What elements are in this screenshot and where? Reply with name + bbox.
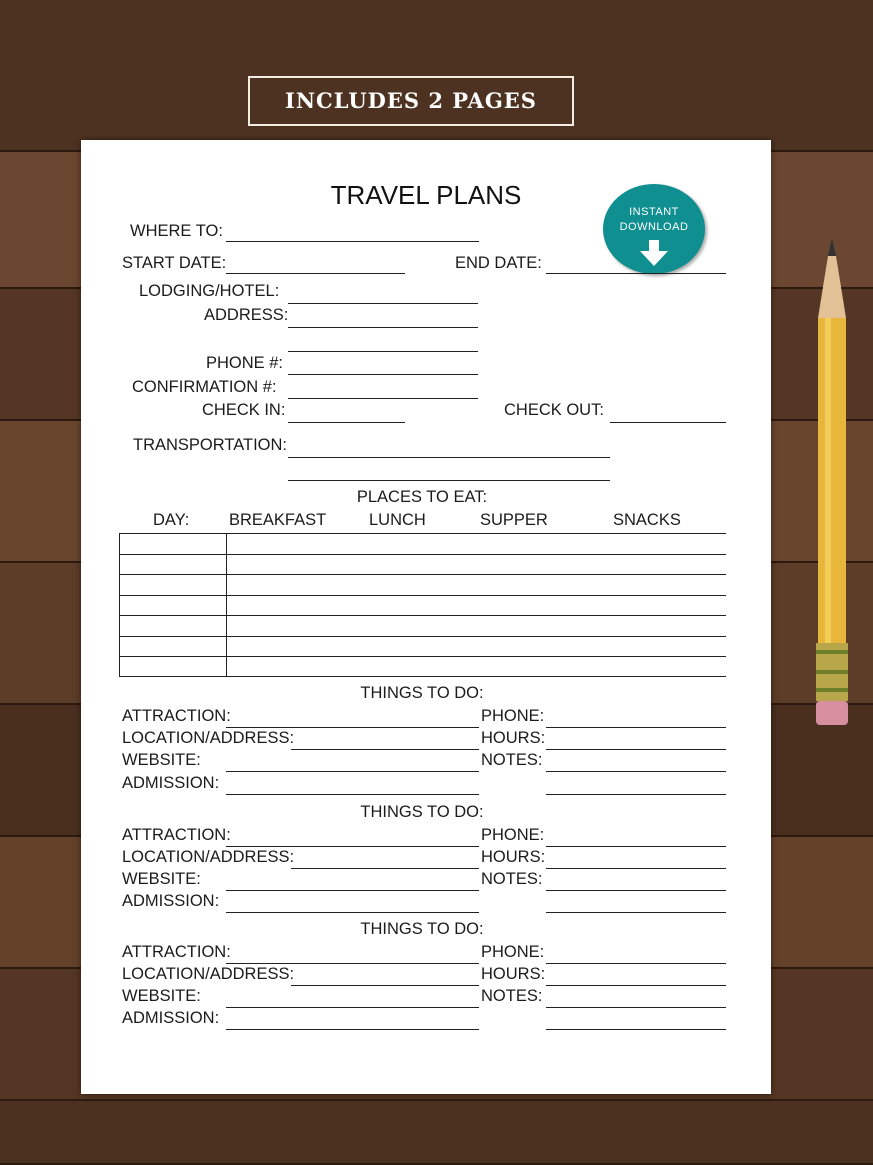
meal-row-line [119,656,726,657]
notes-line-2[interactable] [546,1029,726,1030]
where-to-line[interactable] [226,241,479,242]
check-out-label: CHECK OUT: [504,401,604,419]
where-to-label: WHERE TO: [130,222,223,240]
admission-label: ADMISSION: [122,892,220,910]
start-date-line[interactable] [226,273,405,274]
attraction-line[interactable] [226,846,479,847]
attraction-line[interactable] [226,963,479,964]
things-to-do-heading: THINGS TO DO: [360,803,484,821]
admission-label: ADMISSION: [122,1009,220,1027]
things-to-do-heading: THINGS TO DO: [360,684,484,702]
transportation-line-1[interactable] [288,457,610,458]
notes-line-1[interactable] [546,890,726,891]
attraction-label: ATTRACTION: [122,943,231,961]
travel-planner-sheet [81,140,771,1094]
places-to-eat-heading: PLACES TO EAT: [356,488,488,506]
address-line-1[interactable] [288,327,478,328]
transportation-label: TRANSPORTATION: [133,436,288,454]
pencil-icon [810,238,854,728]
notes-line-2[interactable] [546,794,726,795]
admission-line[interactable] [226,912,479,913]
badge-line-1: INSTANT [629,206,679,218]
column-supper: SUPPER [480,511,548,529]
notes-line-1[interactable] [546,1007,726,1008]
hours-label: HOURS: [481,965,546,983]
admission-line[interactable] [226,1029,479,1030]
admission-line[interactable] [226,794,479,795]
phone-label: PHONE: [481,943,545,961]
hours-line[interactable] [546,868,726,869]
meal-row-line [119,574,726,575]
badge-line-2: DOWNLOAD [619,221,689,233]
attraction-label: ATTRACTION: [122,826,231,844]
end-date-label: END DATE: [455,254,542,272]
check-in-label: CHECK IN: [202,401,286,419]
column-snacks: SNACKS [613,511,681,529]
phone-line[interactable] [546,727,726,728]
page-title: TRAVEL PLANS [330,180,522,210]
notes-label: NOTES: [481,987,543,1005]
meal-grid-day-divider [226,533,227,676]
location-label: LOCATION/ADDRESS: [122,965,295,983]
end-date-line[interactable] [546,273,726,274]
check-in-line[interactable] [288,422,405,423]
meal-row-line [119,676,726,677]
column-breakfast: BREAKFAST [229,511,327,529]
notes-label: NOTES: [481,870,543,888]
meal-grid-left-border [119,533,120,676]
attraction-label: ATTRACTION: [122,707,231,725]
location-line[interactable] [291,749,479,750]
column-day: DAY: [153,511,190,529]
meal-row-line [119,595,726,596]
transportation-line-2[interactable] [288,480,610,481]
meal-row-line [119,636,726,637]
address-line-2[interactable] [288,351,478,352]
phone-line[interactable] [546,846,726,847]
website-line[interactable] [226,890,479,891]
column-lunch: LUNCH [369,511,426,529]
lodging-line[interactable] [288,303,478,304]
phone-label: PHONE #: [206,354,284,372]
website-line[interactable] [226,771,479,772]
wood-plank [0,1101,873,1165]
hours-label: HOURS: [481,848,546,866]
includes-pages-banner: INCLUDES 2 PAGES [248,76,574,126]
website-label: WEBSITE: [122,987,201,1005]
hours-line[interactable] [546,985,726,986]
location-line[interactable] [291,985,479,986]
phone-line[interactable] [546,963,726,964]
meal-row-line [119,615,726,616]
website-label: WEBSITE: [122,870,201,888]
lodging-label: LODGING/HOTEL: [139,282,280,300]
notes-label: NOTES: [481,751,543,769]
meal-row-line [119,533,726,534]
hours-label: HOURS: [481,729,546,747]
notes-line-1[interactable] [546,771,726,772]
start-date-label: START DATE: [122,254,227,272]
things-to-do-heading: THINGS TO DO: [360,920,484,938]
location-label: LOCATION/ADDRESS: [122,729,295,747]
address-label: ADDRESS: [204,306,289,324]
notes-line-2[interactable] [546,912,726,913]
location-line[interactable] [291,868,479,869]
download-arrow-icon [640,240,668,268]
attraction-line[interactable] [226,727,479,728]
check-out-line[interactable] [610,422,726,423]
location-label: LOCATION/ADDRESS: [122,848,295,866]
hours-line[interactable] [546,749,726,750]
confirmation-label: CONFIRMATION #: [132,378,277,396]
admission-label: ADMISSION: [122,774,220,792]
instant-download-badge[interactable] [603,184,705,274]
website-line[interactable] [226,1007,479,1008]
meal-row-line [119,554,726,555]
phone-label: PHONE: [481,707,545,725]
website-label: WEBSITE: [122,751,201,769]
confirmation-line[interactable] [288,398,478,399]
phone-line[interactable] [288,374,478,375]
phone-label: PHONE: [481,826,545,844]
